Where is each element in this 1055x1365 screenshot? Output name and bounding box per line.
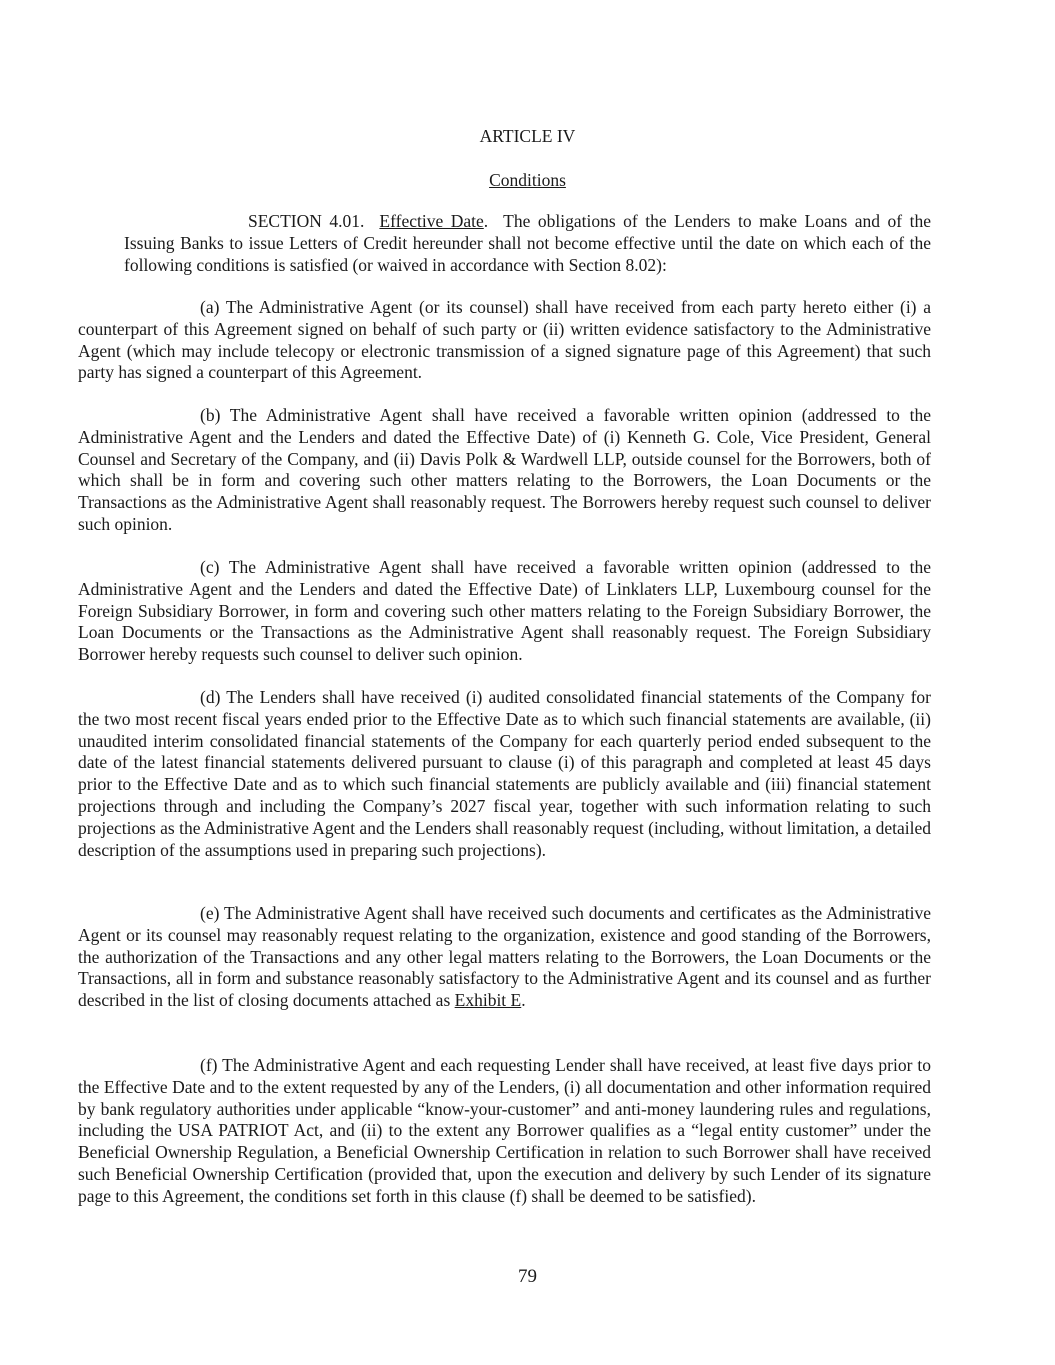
condition-b-text: (b) The Administrative Agent shall have received a favorable written opinion (addressed to the Administrative Agent and the Lenders and dated the Effective Date) of (i) Kenneth G. Cole, Vice President, General Counsel and Secretary of the Company, and (ii) Davis Polk & Wardwell LLP, outside counsel for the Borrowers, both of which shall be in form and covering such other matters relating to the Borrowers, the Loan Documents or the Transactions as the Administrative Agent shall reasonably request. The Borrowers hereby request such counsel to deliver such opinion. <box>78 405 931 534</box>
condition-paragraph-d <box>78 687 931 861</box>
condition-c-text: (c) The Administrative Agent shall have received a favorable written opinion (addressed to the Administrative Agent and the Lenders and dated the Effective Date) of Linklaters LLP, Luxembourg counsel for the Foreign Subsidiary Borrower, in form and covering such other matters relating to the Foreign Subsidiary Borrower, the Loan Documents or the Transactions as the Administrative Agent shall reasonably request. The Foreign Subsidiary Borrower hereby requests such counsel to deliver such opinion. <box>78 557 931 665</box>
section-intro-text: The obligations of the Lenders to make Loans and of the Issuing Banks to issue Letters of Credit hereunder shall not become effective until the date on which each of the following conditions is satisfied (or waived in accordance with Section 8.02): <box>124 211 932 275</box>
condition-e-end: . <box>521 990 526 1011</box>
condition-paragraph-a <box>78 297 931 384</box>
condition-f-text: (f) The Administrative Agent and each requesting Lender shall have received, at least five days prior to the Effective Date and to the extent requested by any of the Lenders, (i) all documentation and other information required by bank regulatory authorities under applicable “know-your-customer” and anti-money laundering rules and regulations, including the USA PATRIOT Act, and (ii) to the extent any Borrower qualifies as a “legal entity customer” under the Beneficial Ownership Regulation, a Beneficial Ownership Certification in relation to such Borrower shall have received such Beneficial Ownership Certification (provided that, upon the execution and delivery by such Lender of its signature page to this Agreement, the conditions set forth in this clause (f) shall be deemed to be satisfied). <box>78 1055 931 1206</box>
section-caption: Effective Date <box>379 211 484 231</box>
condition-paragraph-f <box>78 1055 931 1208</box>
article-title: Conditions <box>489 170 566 190</box>
section-4-01-paragraph: SECTION 4.01. Effective Date. The obligations of the Lenders to make Loans and of the Issuing Banks to issue Letters of Credit hereunder shall not become effective until the date on which each of the following conditions is satisfied (or waived in accordance with Section 8.02): <box>124 211 932 275</box>
page-number: 79 <box>518 1266 537 1287</box>
condition-a-text: (a) The Administrative Agent (or its counsel) shall have received from each party hereto either (i) a counterpart of this Agreement signed on behalf of such party or (ii) written evidence satisfactory to the Administrative Agent (which may include telecopy or electronic transmission of a signed signature page of this Agreement) that such party has signed a counterpart of this Agreement. <box>78 297 931 383</box>
exhibit-e-reference: Exhibit E <box>454 990 522 1011</box>
condition-paragraph-b <box>78 405 931 536</box>
condition-paragraph-c <box>78 557 931 666</box>
condition-paragraph-e <box>78 903 931 1012</box>
article-heading: ARTICLE IV <box>479 126 576 146</box>
condition-e-text: (e) The Administrative Agent shall have received such documents and certificates as the Administrative Agent or its counsel may reasonably request relating to the organization, existence and good standing of the Borrowers, the authorization of the Transactions and any other legal matters relating to the Borrowers, the Loan Documents or the Transactions, all in form and substance reasonably satisfactory to the Administrative Agent and its counsel and as further described in the list of closing documents attached as <box>78 903 931 1011</box>
condition-d-text: (d) The Lenders shall have received (i) audited consolidated financial statements of the Company for the two most recent fiscal years ended prior to the Effective Date as to which such financial statements are available, (ii) unaudited interim consolidated financial statements of the Company for each quarterly period ended subsequent to the date of the latest financial statements delivered pursuant to clause (i) of this paragraph and completed at least 45 days prior to the Effective Date and as to which such financial statements are publicly available and (iii) financial statement projections through and including the Company’s 2027 fiscal year, together with such information relating to such projections as the Administrative Agent and the Lenders shall reasonably request (including, without limitation, a detailed description of the assumptions used in preparing such projections). <box>78 687 931 860</box>
section-number: SECTION 4.01. <box>248 211 365 231</box>
